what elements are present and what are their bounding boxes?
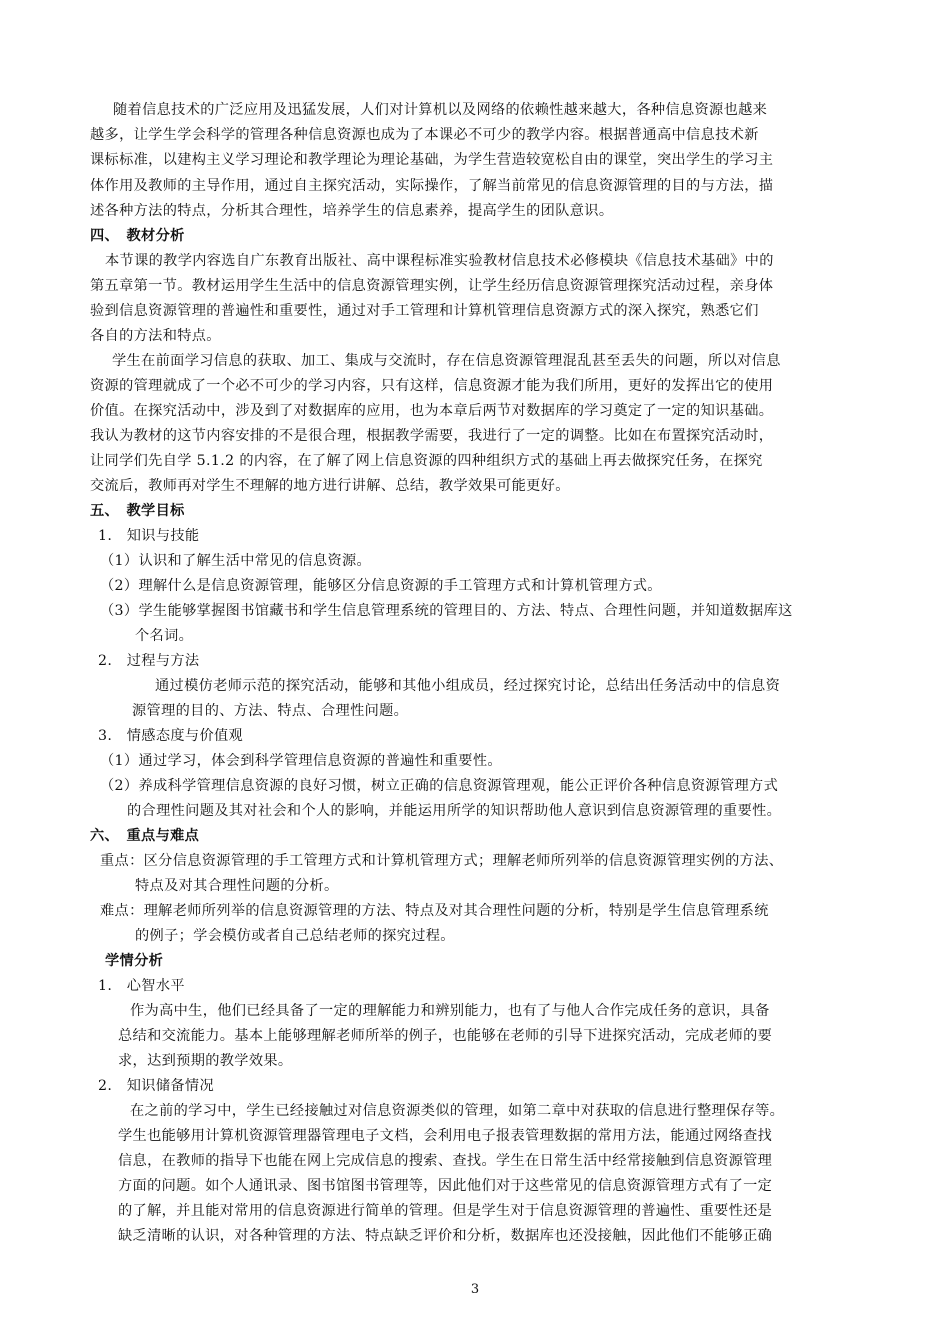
section-heading: 四、 教材分析 [90, 228, 185, 244]
subsection-heading: 2. 过程与方法 [98, 653, 200, 669]
paragraph-line: 第五章第一节。教材运用学生生活中的信息资源管理实例，让学生经历信息资源管理探究活动过程，亲身体 [90, 278, 774, 294]
list-item: （1）通过学习，体会到科学管理信息资源的普遍性和重要性。 [100, 753, 502, 769]
paragraph-line: 体作用及教师的主导作用，通过自主探究活动，实际操作，了解当前常见的信息资源管理的目的与方法，描 [90, 178, 774, 194]
section-heading: 六、 重点与难点 [90, 828, 200, 844]
subsection-heading: 1. 知识与技能 [98, 528, 200, 544]
paragraph-line: 验到信息资源管理的普遍性和重要性，通过对手工管理和计算机管理信息资源方式的深入探究，熟悉它们 [90, 303, 759, 319]
paragraph-line: 总结和交流能力。基本上能够理解老师所举的例子，也能够在老师的引导下进探究活动，完成老师的要 [118, 1028, 773, 1044]
paragraph-line: 交流后，教师再对学生不理解的地方进行讲解、总结，教学效果可能更好。 [90, 478, 570, 494]
paragraph-line: 难点：理解老师所列举的信息资源管理的方法、特点及对其合理性问题的分析，特别是学生信息管理系统 [100, 903, 769, 919]
paragraph-line: 方面的问题。如个人通讯录、图书馆图书管理等，因此他们对于这些常见的信息资源管理方式有了一定 [118, 1178, 773, 1194]
paragraph-line: 价值。在探究活动中，涉及到了对数据库的应用，也为本章后两节对数据库的学习奠定了一定的知识基础。 [90, 403, 774, 419]
paragraph-line: 各自的方法和特点。 [90, 328, 221, 344]
paragraph-line: 学生在前面学习信息的获取、加工、集成与交流时，存在信息资源管理混乱甚至丢失的问题，所以对信息 [112, 353, 781, 369]
paragraph-line: 让同学们先自学 5.1.2 的内容，在了解了网上信息资源的四种组织方式的基础上再去做探究任务，在探究 [90, 453, 763, 469]
paragraph-line: 越多，让学生学会科学的管理各种信息资源也成为了本课必不可少的教学内容。根据普通高中信息技术新 [90, 127, 759, 143]
list-item: （3）学生能够掌握图书馆藏书和学生信息管理系统的管理目的、方法、特点、合理性问题，并知道数据库这 [100, 603, 793, 619]
paragraph-line: 课标标准，以建构主义学习理论和教学理论为理论基础，为学生营造较宽松自由的课堂，突出学生的学习主 [90, 152, 774, 168]
list-item-continuation: 个名词。 [135, 628, 194, 644]
paragraph-line: 随着信息技术的广泛应用及迅猛发展，人们对计算机以及网络的依赖性越来越大，各种信息资源也越来 [113, 102, 768, 118]
paragraph-line: 源管理的目的、方法、特点、合理性问题。 [132, 703, 409, 719]
subsection-heading: 3. 情感态度与价值观 [98, 728, 244, 744]
paragraph-line: 的了解，并且能对常用的信息资源进行简单的管理。但是学生对于信息资源管理的普遍性、重要性还是 [118, 1203, 773, 1219]
subsection-heading: 2. 知识储备情况 [98, 1078, 214, 1094]
paragraph-line: 我认为教材的这节内容安排的不是很合理，根据教学需要，我进行了一定的调整。比如在布置探究活动时， [90, 428, 774, 444]
paragraph-line: 的例子；学会模仿或者自己总结老师的探究过程。 [135, 928, 455, 944]
paragraph-line: 特点及对其合理性问题的分析。 [135, 878, 339, 894]
list-item: （2）理解什么是信息资源管理，能够区分信息资源的手工管理方式和计算机管理方式。 [100, 578, 662, 594]
list-item: （1）认识和了解生活中常见的信息资源。 [100, 553, 372, 569]
section-heading: 学情分析 [105, 953, 164, 969]
list-item: （2）养成科学管理信息资源的良好习惯，树立正确的信息资源管理观，能公正评价各种信息资源管理方式 [100, 778, 779, 794]
subsection-heading: 1. 心智水平 [98, 978, 185, 994]
page-number: 3 [470, 1282, 480, 1297]
paragraph-line: 通过模仿老师示范的探究活动，能够和其他小组成员，经过探究讨论，总结出任务活动中的信息资 [155, 678, 781, 694]
paragraph-line: 作为高中生，他们已经具备了一定的理解能力和辨别能力，也有了与他人合作完成任务的意识，具备 [130, 1003, 770, 1019]
section-heading: 五、 教学目标 [90, 503, 185, 519]
paragraph-line: 信息，在教师的指导下也能在网上完成信息的搜索、查找。学生在日常生活中经常接触到信息资源管理 [118, 1153, 773, 1169]
paragraph-line: 重点：区分信息资源管理的手工管理方式和计算机管理方式；理解老师所列举的信息资源管理实例的方法、 [100, 853, 784, 869]
paragraph-line: 本节课的教学内容选自广东教育出版社、高中课程标准实验教材信息技术必修模块《信息技术基础》中的 [105, 253, 774, 269]
list-item-continuation: 的合理性问题及其对社会和个人的影响，并能运用所学的知识帮助他人意识到信息资源管理的重要性。 [127, 803, 782, 819]
paragraph-line: 学生也能够用计算机资源管理器管理电子文档，会利用电子报表管理数据的常用方法，能通过网络查找 [118, 1128, 773, 1144]
paragraph-line: 资源的管理就成了一个必不可少的学习内容，只有这样，信息资源才能为我们所用，更好的发挥出它的使用 [90, 378, 774, 394]
paragraph-line: 缺乏清晰的认识，对各种管理的方法、特点缺乏评价和分析，数据库也还没接触，因此他们不能够正确 [118, 1228, 773, 1244]
paragraph-line: 在之前的学习中，学生已经接触过对信息资源类似的管理，如第二章中对获取的信息进行整理保存等。 [130, 1103, 785, 1119]
paragraph-line: 述各种方法的特点，分析其合理性，培养学生的信息素养，提高学生的团队意识。 [90, 203, 614, 219]
paragraph-line: 求，达到预期的教学效果。 [118, 1053, 293, 1069]
